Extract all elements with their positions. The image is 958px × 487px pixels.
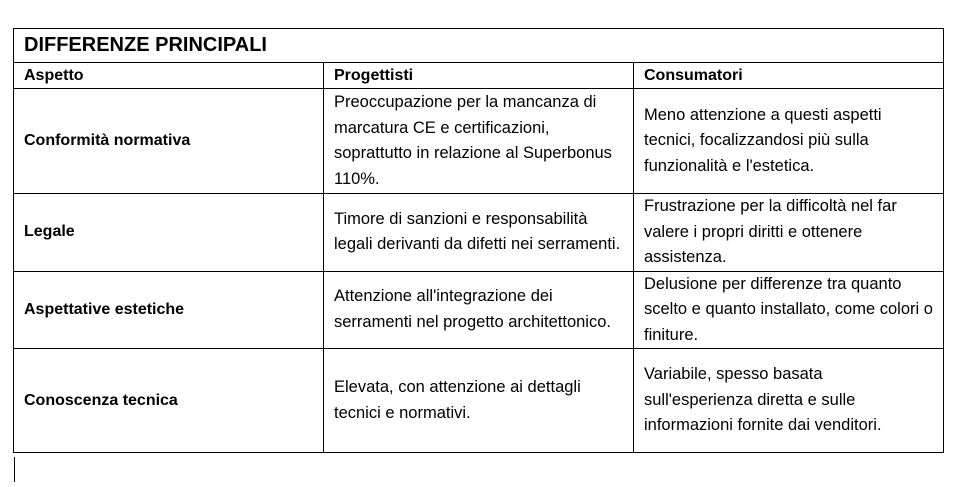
table-row [14,89,944,194]
row-consumatori-text: Meno attenzione a questi aspetti tecnici, focalizzandosi più sulla funzionalità e l'estetica. [634,89,944,194]
table-row [14,349,944,453]
table-title-row [14,29,944,63]
row-aspect-label: Legale [14,194,324,272]
row-aspect-label: Aspettative estetiche [14,271,324,349]
row-aspect-label: Conformità normativa [14,89,324,194]
table-row [14,194,944,272]
header-consumatori: Consumatori [634,63,944,89]
row-progettisti-text: Attenzione all'integrazione dei serramenti nel progetto architettonico. [324,271,634,349]
header-progettisti: Progettisti [324,63,634,89]
header-aspetto: Aspetto [14,63,324,89]
row-consumatori-text: Variabile, spesso basata sull'esperienza diretta e sulle informazioni fornite dai venditori. [634,349,944,453]
table-header-row [14,63,944,89]
row-consumatori-text: Delusione per differenze tra quanto scelto e quanto installato, come colori o finiture. [634,271,944,349]
row-progettisti-text: Elevata, con attenzione ai dettagli tecnici e normativi. [324,349,634,453]
row-aspect-label: Conoscenza tecnica [14,349,324,453]
row-progettisti-text: Timore di sanzioni e responsabilità legali derivanti da difetti nei serramenti. [324,194,634,272]
table-title: DIFFERENZE PRINCIPALI [14,29,944,63]
table-row [14,271,944,349]
text-cursor [14,457,15,482]
row-consumatori-text: Frustrazione per la difficoltà nel far valere i propri diritti e ottenere assistenza. [634,194,944,272]
row-progettisti-text: Preoccupazione per la mancanza di marcatura CE e certificazioni, soprattutto in relazione al Superbonus 110%. [324,89,634,194]
differences-table [13,28,944,453]
